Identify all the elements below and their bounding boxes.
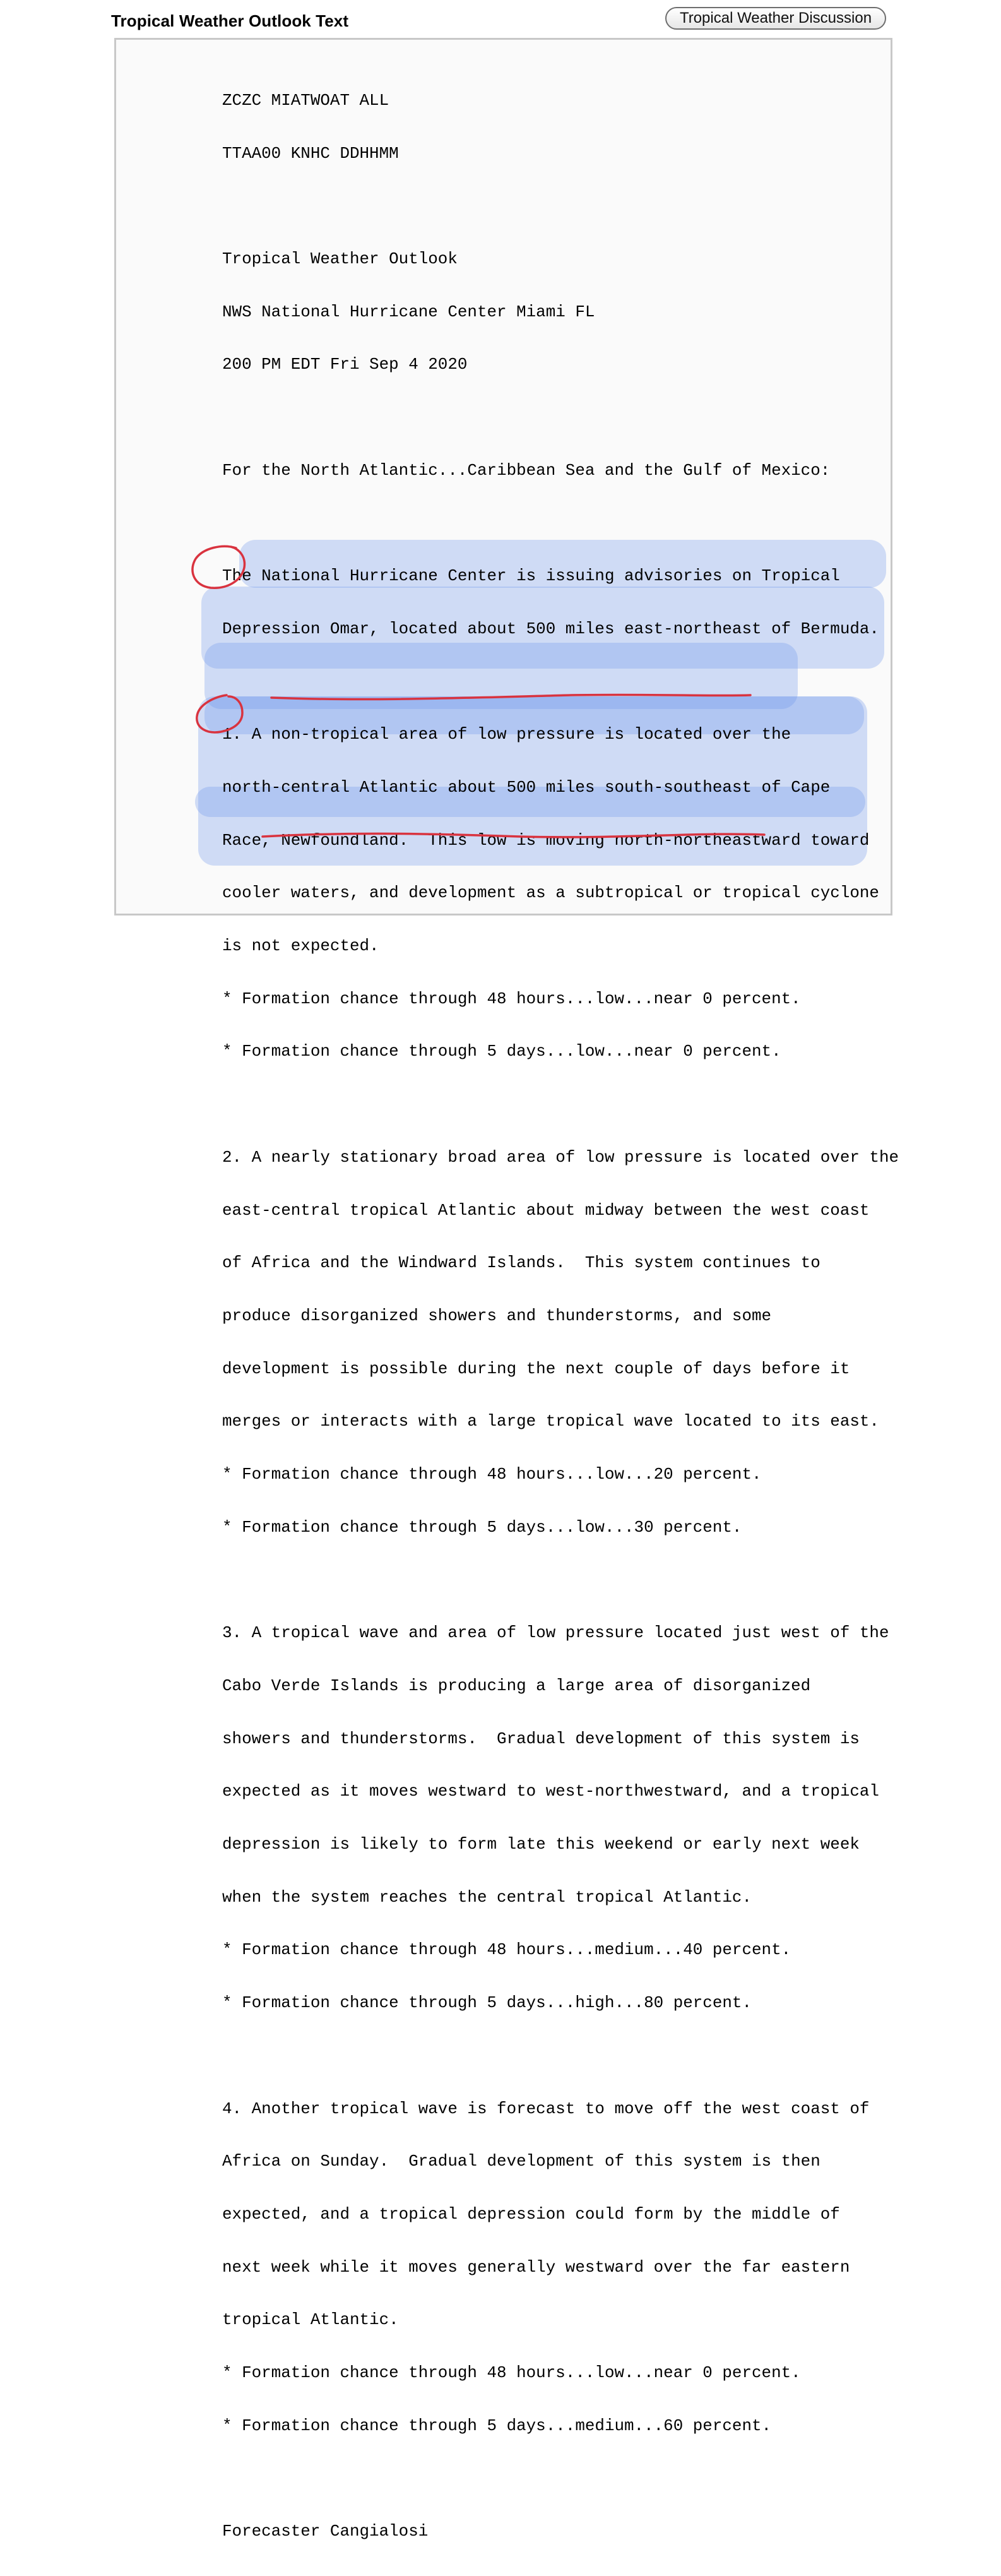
text-line: The National Hurricane Center is issuing advisories on Tropical [222, 566, 840, 586]
text-line: Forecaster Cangialosi [222, 2522, 429, 2541]
text-line: showers and thunderstorms. Gradual development of this system is [222, 1729, 860, 1748]
text-line [222, 674, 899, 691]
text-line: 2. A nearly stationary broad area of low pressure is located over the [222, 1147, 899, 1167]
text-line: east-central tropical Atlantic about midway between the west coast [222, 1200, 870, 1220]
text-line: * Formation chance through 5 days...medium...60 percent. [222, 2416, 772, 2435]
text-line [222, 515, 899, 532]
text-line [222, 198, 899, 215]
text-line: produce disorganized showers and thunderstorms, and some [222, 1306, 772, 1325]
text-line: * Formation chance through 48 hours...low...near 0 percent. [222, 2363, 801, 2383]
text-line: Tropical Weather Outlook [222, 249, 458, 268]
text-line: cooler waters, and development as a subtropical or tropical cyclone [222, 883, 879, 903]
text-line: * Formation chance through 48 hours...medium...40 percent. [222, 1940, 791, 1960]
text-line [222, 409, 899, 427]
tropical-weather-discussion-button[interactable]: Tropical Weather Discussion [665, 7, 886, 30]
text-line: * Formation chance through 5 days...low...30 percent. [222, 1517, 742, 1537]
text-line: of Africa and the Windward Islands. This system continues to [222, 1253, 820, 1273]
text-line [222, 1096, 899, 1114]
text-line: 200 PM EDT Fri Sep 4 2020 [222, 355, 468, 374]
text-line: * Formation chance through 5 days...high...80 percent. [222, 1993, 752, 2013]
text-line: * Formation chance through 48 hours...low...20 percent. [222, 1465, 762, 1484]
text-line: when the system reaches the central tropical Atlantic. [222, 1887, 752, 1907]
text-line: expected as it moves westward to west-northwestward, and a tropical [222, 1782, 879, 1801]
text-line: 4. Another tropical wave is forecast to move off the west coast of [222, 2099, 870, 2118]
text-line [222, 1572, 899, 1590]
text-line [222, 2470, 899, 2488]
text-line: * Formation chance through 48 hours...low...near 0 percent. [222, 989, 801, 1008]
text-line: Cabo Verde Islands is producing a large area of disorganized [222, 1676, 811, 1695]
text-line: TTAA00 KNHC DDHHMM [222, 143, 399, 163]
outlook-text [222, 57, 899, 2576]
text-line [222, 2048, 899, 2065]
outlook-text-frame [114, 38, 899, 2541]
text-line: Africa on Sunday. Gradual development of this system is then [222, 2152, 820, 2171]
text-line: NWS National Hurricane Center Miami FL [222, 302, 595, 321]
text-line: expected, and a tropical depression could form by the middle of [222, 2204, 840, 2224]
text-line: Depression Omar, located about 500 miles east-northeast of Bermuda. [222, 619, 879, 638]
page-title: Tropical Weather Outlook Text [111, 11, 349, 30]
text-line: 3. A tropical wave and area of low pressure located just west of the [222, 1623, 889, 1643]
text-line: is not expected. [222, 936, 379, 956]
text-line: 1. A non-tropical area of low pressure is located over the [222, 725, 791, 744]
text-line: Race, Newfoundland. This low is moving north-northeastward toward [222, 830, 870, 850]
text-line: merges or interacts with a large tropical wave located to its east. [222, 1412, 879, 1431]
text-line: tropical Atlantic. [222, 2310, 399, 2330]
text-line: * Formation chance through 5 days...low...near 0 percent. [222, 1042, 781, 1061]
text-line: ZCZC MIATWOAT ALL [222, 90, 389, 110]
text-line: development is possible during the next couple of days before it [222, 1359, 850, 1378]
text-line: depression is likely to form late this weekend or early next week [222, 1835, 860, 1854]
text-line: For the North Atlantic...Caribbean Sea and the Gulf of Mexico: [222, 460, 831, 480]
text-line: next week while it moves generally westward over the far eastern [222, 2257, 850, 2277]
text-line: north-central Atlantic about 500 miles south-southeast of Cape [222, 777, 831, 797]
